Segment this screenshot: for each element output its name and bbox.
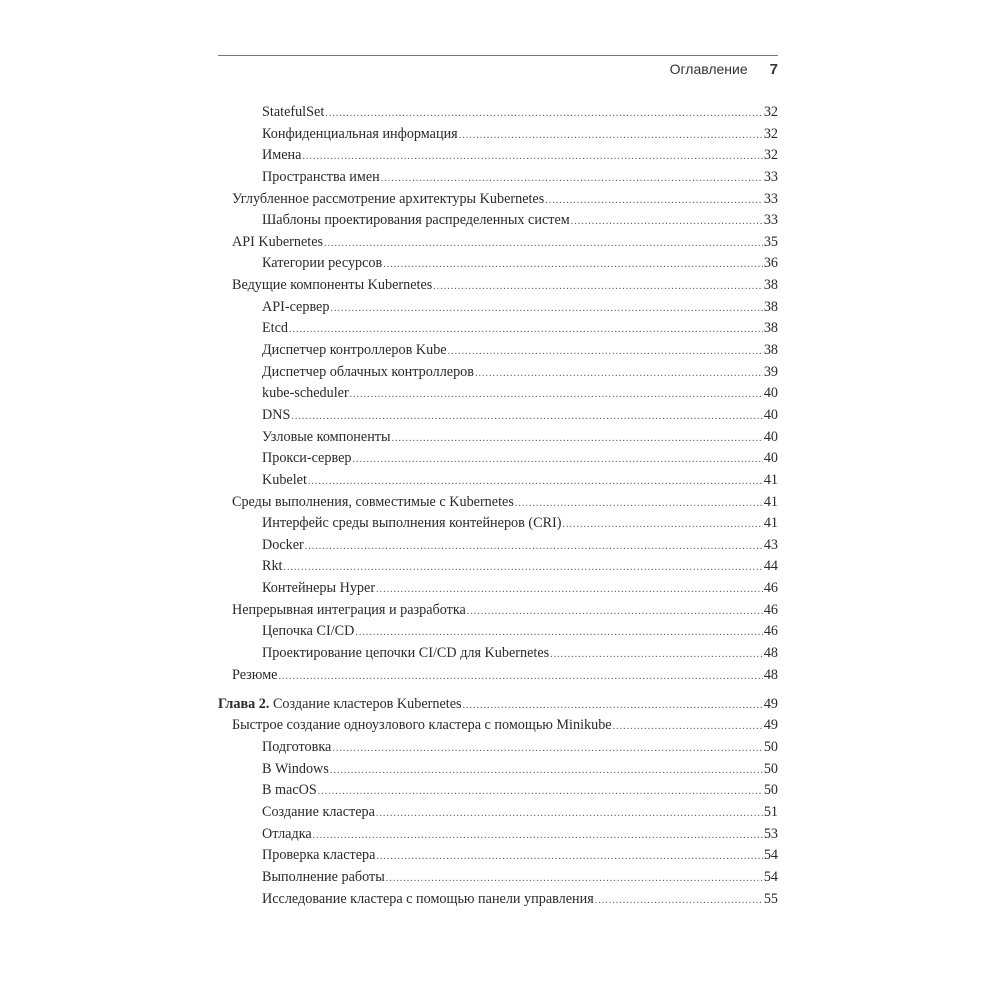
dot-leader [302, 145, 762, 168]
toc-entry-title [218, 694, 462, 716]
toc-entry-title: В Windows [262, 760, 329, 777]
toc-entry-page: 32 [763, 147, 778, 164]
toc-entry-page: 33 [763, 212, 778, 229]
toc-entry-page: 38 [763, 298, 778, 315]
toc-entry[interactable] [218, 232, 778, 254]
dot-leader [386, 867, 763, 890]
toc-entry[interactable] [218, 492, 778, 514]
toc-entry[interactable] [218, 556, 778, 578]
toc-entry[interactable] [218, 665, 778, 687]
dot-leader [562, 513, 762, 536]
toc-entry[interactable] [218, 427, 778, 449]
chapter-label: Глава 2. [218, 695, 270, 712]
toc-entry-page: 43 [763, 536, 778, 553]
dot-leader [289, 318, 763, 341]
toc-entry-page: 46 [763, 623, 778, 640]
toc-entry-page: 40 [763, 450, 778, 467]
toc-entry[interactable] [218, 802, 778, 824]
toc-entry-page: 46 [763, 601, 778, 618]
toc-entry-title: Rkt [262, 558, 283, 575]
dot-leader [350, 383, 763, 406]
dot-leader [381, 167, 763, 190]
toc-entry-title: Шаблоны проектирования распределенных систем [262, 212, 570, 229]
dot-leader [376, 578, 763, 601]
toc-entry-page: 50 [763, 760, 778, 777]
toc-entry-page: 41 [763, 515, 778, 532]
toc-entry-title: Создание кластера [262, 804, 375, 820]
toc-entry-page: 40 [763, 385, 778, 402]
toc-entry-page: 32 [763, 104, 778, 120]
chapter-title: Создание кластеров Kubernetes [272, 695, 462, 712]
dot-leader [313, 824, 763, 847]
toc-entry-title: API-сервер [262, 298, 330, 315]
toc-entry-page: 54 [763, 847, 778, 864]
dot-leader [463, 694, 763, 717]
dot-leader [613, 715, 763, 738]
toc-entry[interactable] [218, 448, 778, 470]
toc-entry[interactable] [218, 780, 778, 802]
toc-entry[interactable] [218, 759, 778, 781]
toc-entry[interactable] [218, 621, 778, 643]
toc-entry-title: Проверка кластера [262, 847, 376, 864]
dot-leader [284, 556, 763, 579]
toc-entry-page: 54 [763, 868, 778, 885]
toc-entry-page: 32 [763, 125, 778, 142]
dot-leader [595, 889, 763, 912]
toc-entry-title: Ведущие компоненты Kubernetes [232, 277, 433, 294]
toc-entry-title: Среды выполнения, совместимые с Kubernetes [232, 493, 514, 510]
toc-entry[interactable] [218, 318, 778, 340]
dot-leader [291, 405, 762, 428]
toc-entry-title: API Kubernetes [232, 233, 324, 250]
dot-leader [475, 362, 763, 385]
toc-entry-page: 48 [763, 666, 778, 683]
toc-entry-page: 55 [763, 890, 778, 907]
dot-leader [352, 448, 762, 471]
toc-entry-title: Контейнеры Hyper [262, 580, 376, 597]
toc-entry-title: Пространства имен [262, 168, 380, 185]
toc-entry-page: 46 [763, 580, 778, 597]
dot-leader [383, 253, 763, 276]
toc-entry-title: Диспетчер облачных контроллеров [262, 363, 474, 380]
toc-entry-title: Узловые компоненты [262, 428, 391, 445]
toc-entry[interactable] [218, 513, 778, 535]
dot-leader [308, 470, 763, 493]
dot-leader [305, 535, 763, 558]
dot-leader [448, 340, 763, 363]
toc-entry[interactable] [218, 643, 778, 665]
toc-entry-title: Цепочка CI/CD [262, 623, 355, 640]
toc-entry-page: 44 [763, 558, 778, 575]
toc-entry[interactable] [218, 145, 778, 167]
toc-entry-title: Категории ресурсов [262, 255, 383, 272]
running-header [218, 61, 778, 78]
toc-entry-page: 33 [763, 168, 778, 185]
dot-leader [324, 232, 763, 255]
toc-entry-title: Быстрое создание одноузлового кластера с помощью Minikube [232, 717, 612, 734]
toc-entry[interactable] [218, 535, 778, 557]
toc-entry-page: 38 [763, 320, 778, 337]
toc-entry[interactable] [218, 275, 778, 297]
toc-entry[interactable] [218, 340, 778, 362]
toc-entry-title: StatefulSet [262, 104, 325, 120]
toc-entry-page: 49 [763, 717, 778, 734]
toc-entry[interactable] [218, 889, 778, 911]
header-rule [218, 55, 778, 56]
dot-leader [392, 427, 763, 450]
toc-entry-page: 33 [763, 190, 778, 207]
toc-entry-page: 40 [763, 406, 778, 423]
toc-entry-title: Углубленное рассмотрение архитектуры Kubernetes [232, 190, 545, 207]
dot-leader [330, 297, 762, 320]
toc-entry-page: 48 [763, 645, 778, 662]
dot-leader [332, 737, 763, 760]
toc-entry-title: Непрерывная интеграция и разработка [232, 601, 466, 618]
toc-entry-title: Docker [262, 536, 304, 553]
toc-entry-title: Выполнение работы [262, 868, 385, 885]
toc-entry[interactable] [218, 845, 778, 867]
toc-entry[interactable] [218, 578, 778, 600]
toc-entry[interactable] [218, 824, 778, 846]
toc-entry-title: Исследование кластера с помощью панели управления [262, 890, 594, 907]
toc-entry-page: 38 [763, 277, 778, 294]
toc-entry-page: 39 [763, 363, 778, 380]
toc-entry-page: 53 [763, 825, 778, 842]
toc-entry-title: Прокси-сервер [262, 450, 352, 467]
toc-entry-title: Интерфейс среды выполнения контейнеров (CRI) [262, 515, 562, 532]
toc-entry[interactable] [218, 253, 778, 275]
toc-chapter-entry[interactable] [218, 694, 778, 716]
dot-leader [330, 759, 763, 782]
toc-entry[interactable] [218, 362, 778, 384]
section-title: Оглавление [669, 61, 748, 77]
toc-entry-page: 41 [763, 471, 778, 488]
toc-entry[interactable] [218, 470, 778, 492]
toc-entry-page: 41 [763, 493, 778, 510]
toc-entry-page: 36 [763, 255, 778, 272]
toc-entry[interactable] [218, 405, 778, 427]
dot-leader [318, 780, 763, 803]
dot-leader [550, 643, 763, 666]
toc-entry-title: Конфиденциальная информация [262, 125, 458, 142]
dot-leader [515, 492, 763, 515]
toc-entry-title: kube-scheduler [262, 385, 349, 402]
dot-leader [571, 210, 763, 233]
toc-entry[interactable] [218, 600, 778, 622]
toc-entry-page: 38 [763, 342, 778, 359]
toc-entry[interactable] [218, 867, 778, 889]
toc-entry-page: 49 [763, 695, 778, 712]
dot-leader [376, 845, 762, 868]
toc-entry-title: Подготовка [262, 739, 332, 756]
toc-entry[interactable] [218, 167, 778, 189]
dot-leader [433, 275, 763, 298]
toc-entry-title: Резюме [232, 666, 278, 683]
toc-entry[interactable] [218, 383, 778, 405]
toc-entry-title: Имена [262, 147, 302, 164]
dot-leader [376, 802, 763, 825]
toc-entry[interactable] [218, 189, 778, 211]
dot-leader [355, 621, 762, 644]
dot-leader [459, 124, 763, 147]
toc-entry[interactable] [218, 210, 778, 232]
dot-leader [325, 102, 763, 125]
toc-entry-page: 50 [763, 782, 778, 799]
toc-entry-page: 40 [763, 428, 778, 445]
dot-leader [545, 189, 763, 212]
toc-entry-title: DNS [262, 406, 291, 423]
dot-leader [467, 600, 763, 623]
toc-entry-page: 50 [763, 739, 778, 756]
toc-entry[interactable] [218, 737, 778, 759]
toc-entry[interactable] [218, 124, 778, 146]
toc-entry[interactable] [218, 102, 778, 124]
toc-entry-title: Kubelet [262, 471, 307, 488]
page-number: 7 [769, 61, 778, 78]
toc-entry-page: 35 [763, 233, 778, 250]
toc-entry-page: 51 [763, 804, 778, 820]
toc-entry[interactable] [218, 297, 778, 319]
toc-entry-title: Диспетчер контроллеров Kube [262, 342, 447, 359]
toc-entry-title: В macOS [262, 782, 317, 799]
table-of-contents [218, 102, 778, 910]
toc-entry-title: Отладка [262, 825, 312, 842]
toc-entry[interactable] [218, 715, 778, 737]
toc-entry-title: Проектирование цепочки CI/CD для Kubernetes [262, 645, 550, 662]
toc-entry-title: Etcd [262, 320, 288, 337]
dot-leader [278, 665, 762, 688]
